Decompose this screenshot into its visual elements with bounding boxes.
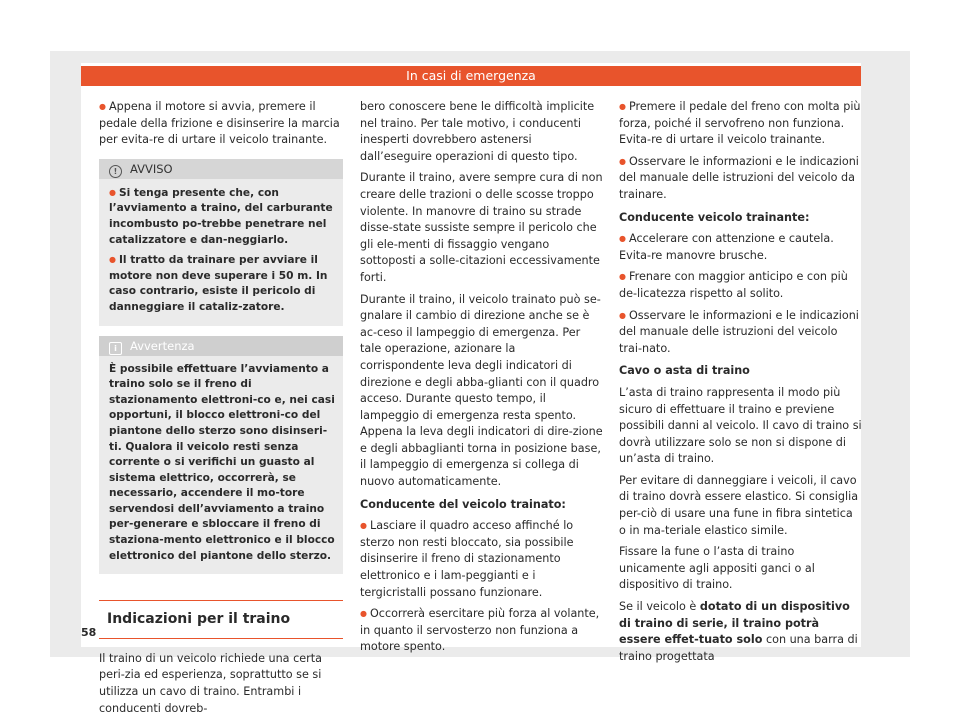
- page-number: 58: [81, 626, 97, 639]
- notice-text: È possibile effettuare l’avviamento a traino solo se il freno di stazionamento elettroni-co e, nei casi opportuni, il blocco elettroni-co del piantone dello sterzo sono disinseri-ti. Qualora il veicolo resti senza corrente o si verifichi un guasto al sistema elettrico, occorrerà, se necessario, accendere il mo-tore servendosi dell’avviamento a traino per-generare e sbloccare il freno di staziona-mento elettronico e il blocco elettronico del piantone dello sterzo.: [109, 362, 335, 562]
- notice-body: [99, 356, 343, 575]
- column-3: [619, 99, 863, 670]
- warning-circle-icon: !: [109, 165, 122, 178]
- paragraph: Per evitare di danneggiare i veicoli, il cavo di traino dovrà essere elastico. Si consiglia per-ciò di usare una fune in fibra sintetica o in ma-teriale elastico simile.: [619, 473, 859, 537]
- list-item: ● Osservare le informazioni e le indicazioni del manuale delle istruzioni del veicolo da trainare.: [619, 154, 863, 204]
- warning-item: ● Si tenga presente che, con l’avviamento a traino, del carburante incombusto po-trebbe penetrare nel catalizzatore e dan-neggiarlo.: [109, 185, 335, 248]
- list-item: ● Accelerare con attenzione e cautela. Evita-re manovre brusche.: [619, 231, 863, 264]
- section-title: Indicazioni per il traino: [99, 600, 343, 639]
- emphasis-text: dotato di un dispositivo di traino di serie, il traino potrà essere effet-tuato solo: [619, 600, 850, 647]
- subheading: Cavo o asta di traino: [619, 364, 750, 378]
- notice-title: Avvertenza: [130, 338, 195, 353]
- chapter-header: In casi di emergenza: [81, 66, 861, 86]
- paragraph: Fissare la fune o l’asta di traino unicamente agli appositi ganci o al dispositivo di traino.: [619, 545, 815, 592]
- paragraph: Durante il traino, il veicolo trainato può se-gnalare il cambio di direzione anche se è ac-ceso il lampeggio di emergenza. Per tale operazione, azionare la corrispondente leva degli indicatori di direzione e degli abba-glianti con il quadro acceso. Durante questo tempo, il lampeggio di emergenza resta spento. Appena la leva degli indicatori di dire-zione e degli abbaglianti torna in posizione base, il lampeggio di emergenza si collega di nuovo automaticamente.: [360, 292, 603, 489]
- warning-title: AVVISO: [130, 161, 173, 176]
- info-icon: i: [109, 342, 122, 355]
- notice-box: [99, 336, 343, 575]
- paragraph: bero conoscere bene le difficoltà implicite nel traino. Per tale motivo, i conducenti inesperti dovrebbero astenersi dall’eseguire operazioni di questo tipo.: [360, 100, 595, 163]
- warning-header: [99, 159, 343, 179]
- column-1: [99, 99, 343, 722]
- warning-body: [99, 179, 343, 326]
- list-item: ● Lasciare il quadro acceso affinché lo sterzo non resti bloccato, sia possibile disinserire il freno di stazionamento elettronico e i lam-peggianti e i tergicristalli possano funzionare.: [360, 518, 603, 601]
- list-item: ● Premere il pedale del freno con molta più forza, poiché il servofreno non funziona. Evita-re di urtare il veicolo trainante.: [619, 99, 863, 149]
- list-item: ● Osservare le informazioni e le indicazioni del manuale delle istruzioni del veicolo trai-nato.: [619, 308, 863, 358]
- list-item: ● Frenare con maggior anticipo e con più de-licatezza rispetto al solito.: [619, 269, 863, 302]
- text-run: con una barra di traino progettata: [619, 633, 858, 663]
- column-2: [360, 99, 603, 661]
- paragraph: Il traino di un veicolo richiede una certa peri-zia ed esperienza, soprattutto se si utilizza un cavo di traino. Entrambi i conducenti dovreb-: [99, 651, 322, 715]
- notice-header: [99, 336, 343, 356]
- subheading: Conducente del veicolo trainato:: [360, 497, 566, 511]
- list-item: ● Occorrerà esercitare più forza al volante, in quanto il servosterzo non funziona a motore spento.: [360, 606, 603, 656]
- paragraph: ● Appena il motore si avvia, premere il pedale della frizione e disinserire la marcia per evita-re di urtare il veicolo trainante.: [99, 99, 343, 149]
- paragraph: Durante il traino, avere sempre cura di non creare delle trazioni o delle scosse troppo violente. In manovre di traino su strade disse-state sussiste sempre il pericolo che gli ele-menti di fissaggio vengano sottoposti a solle-citazioni eccessivamente forti.: [360, 171, 603, 284]
- paragraph: L’asta di traino rappresenta il modo più sicuro di effettuare il traino e previene possibili danni al veicolo. Il cavo di traino si dovrà utilizzare solo se non si dispone di un’asta di traino.: [619, 385, 862, 466]
- subheading: Conducente veicolo trainante:: [619, 210, 810, 224]
- text-run: Se il veicolo è: [619, 600, 700, 614]
- warning-box: [99, 159, 343, 326]
- manual-page: [81, 63, 862, 715]
- warning-item: ● Il tratto da trainare per avviare il motore non deve superare i 50 m. In caso contrario, esiste il pericolo di danneggiare il cataliz-zatore.: [109, 252, 335, 315]
- paragraph: [619, 599, 863, 665]
